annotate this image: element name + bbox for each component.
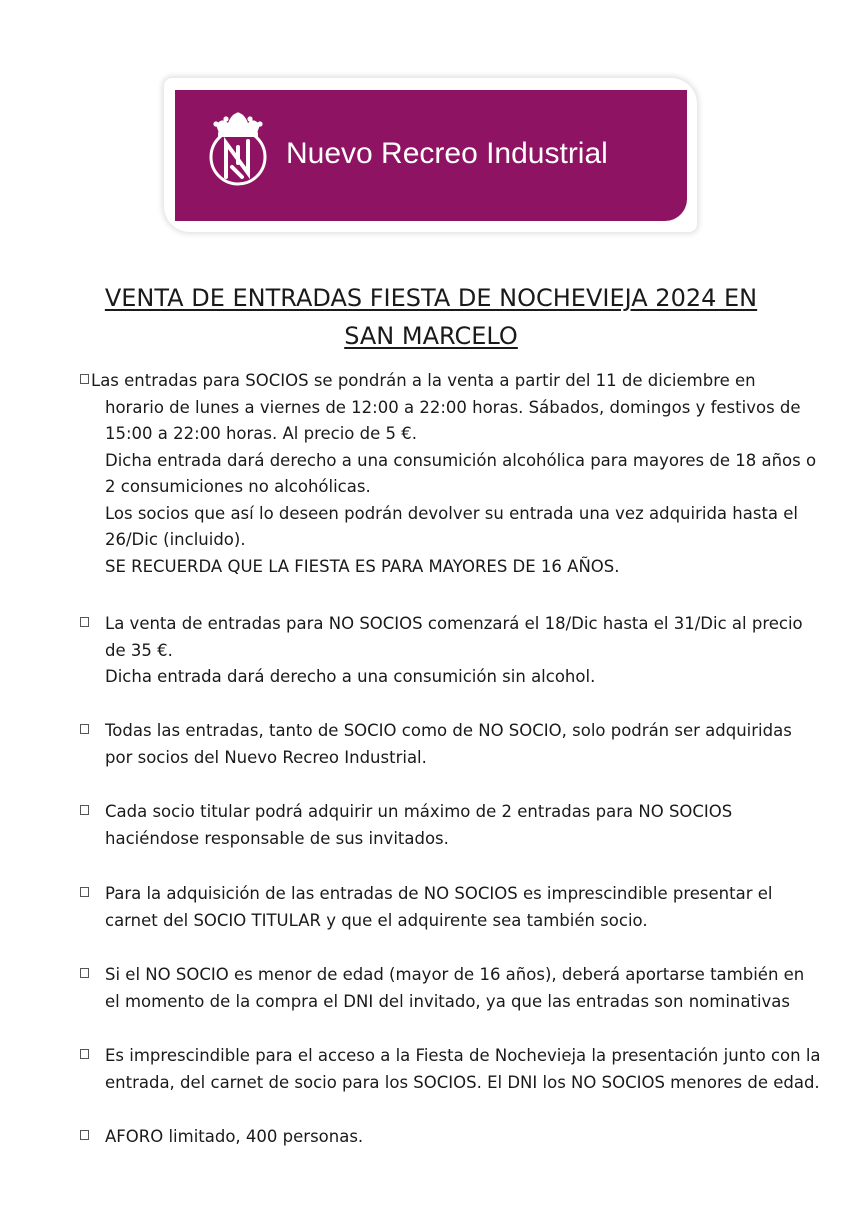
- checkbox-bullet-icon: [80, 887, 89, 897]
- list-item: Las entradas para SOCIOS se pondrán a la venta a partir del 11 de diciembre en horario de lunes a viernes de 12:00 a 22:00 horas. Sábados, domingos y festivos de 15:00 a 22:00 horas. Al precio de 5 €. Dicha entrada dará derecho a una consumición alcohólica para mayores de 18 años o 2 consumiciones no alcohólicas. Los socios que así lo deseen podrán devolver su entrada una vez adquirida hasta el 26/Dic (incluido). SE RECUERDA QUE LA FIESTA ES PARA MAYORES DE 16 AÑOS.: [78, 368, 828, 580]
- title-line-2: SAN MARCELO: [344, 322, 518, 350]
- checkbox-bullet-icon: [80, 805, 89, 815]
- checkbox-bullet-icon: [80, 724, 89, 734]
- list-item: Es imprescindible para el acceso a la Fiesta de Nochevieja la presentación junto con la entrada, del carnet de socio para los SOCIOS. El DNI los NO SOCIOS menores de edad.: [78, 1043, 848, 1096]
- checkbox-bullet-icon: [80, 1049, 89, 1059]
- checkbox-bullet-icon: [80, 374, 89, 384]
- list-item: Todas las entradas, tanto de SOCIO como de NO SOCIO, solo podrán ser adquiridas por socios del Nuevo Recreo Industrial.: [78, 718, 828, 771]
- checkbox-bullet-icon: [80, 617, 89, 627]
- club-crest-icon: [202, 107, 274, 189]
- checkbox-bullet-icon: [80, 968, 89, 978]
- list-item: Si el NO SOCIO es menor de edad (mayor de 16 años), deberá aportarse también en el momento de la compra el DNI del invitado, ya que las entradas son nominativas: [78, 962, 828, 1015]
- list-item: La venta de entradas para NO SOCIOS comenzará el 18/Dic hasta el 31/Dic al precio de 35 €. Dicha entrada dará derecho a una consumición sin alcohol.: [78, 611, 828, 691]
- brand-name: Nuevo Recreo Industrial: [286, 137, 608, 170]
- list-item: AFORO limitado, 400 personas.: [78, 1124, 828, 1151]
- brand-banner: [175, 90, 687, 221]
- list-item: Cada socio titular podrá adquirir un máximo de 2 entradas para NO SOCIOS haciéndose responsable de sus invitados.: [78, 799, 828, 852]
- title-line-1: VENTA DE ENTRADAS FIESTA DE NOCHEVIEJA 2024 EN: [104, 284, 758, 312]
- page-title: [0, 279, 862, 355]
- list-item: Para la adquisición de las entradas de NO SOCIOS es imprescindible presentar el carnet del SOCIO TITULAR y que el adquirente sea también socio.: [78, 881, 828, 934]
- checkbox-bullet-icon: [80, 1130, 89, 1140]
